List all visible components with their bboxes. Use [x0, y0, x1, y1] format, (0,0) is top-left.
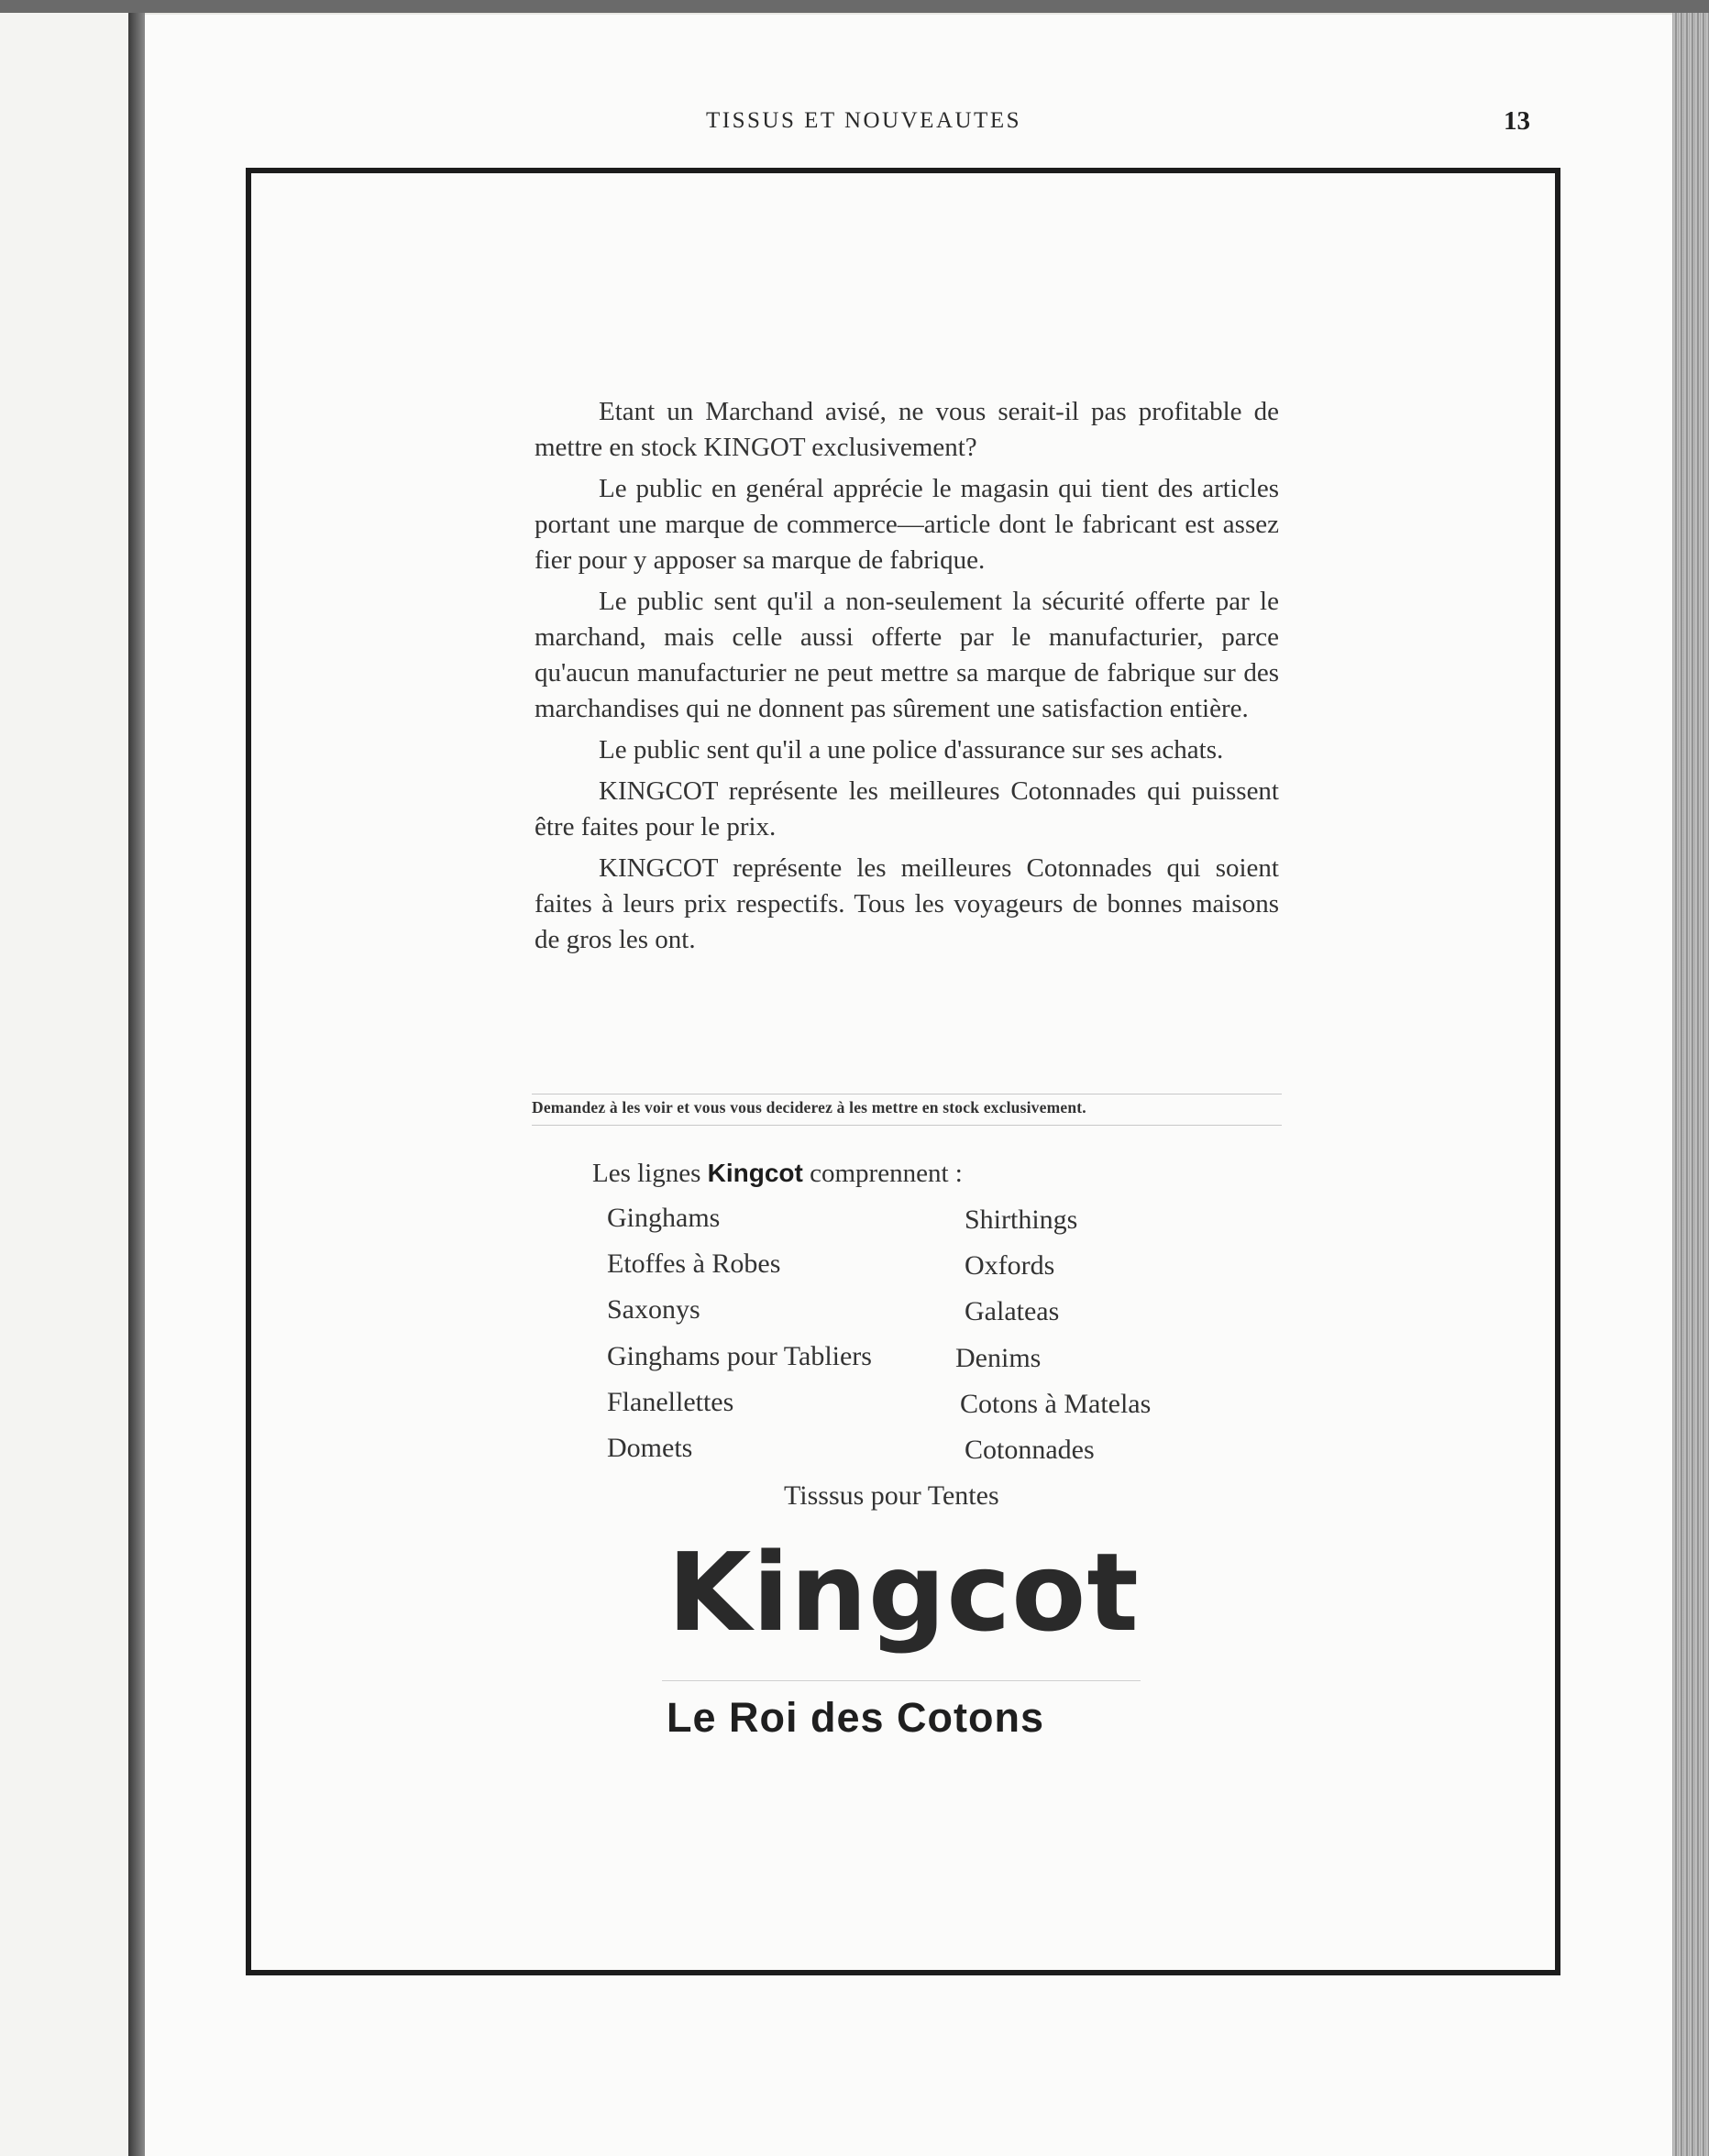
product-item: Saxonys	[607, 1294, 700, 1325]
product-item: Cotonnades	[965, 1435, 1095, 1465]
lines-intro-text: comprennent :	[802, 1159, 963, 1188]
ad-paragraph: Le public en genéral apprécie le magasin qui tient des articles portant une marque de commerce—article dont le fabricant est assez fier pour y apposer sa marque de fabrique.	[535, 474, 1279, 575]
ad-paragraph: Etant un Marchand avisé, ne vous serait-il pas profitable de mettre en stock KINGOT exclusivement?	[535, 397, 1279, 462]
product-item: Domets	[607, 1433, 693, 1463]
product-item: Etoffes à Robes	[607, 1248, 781, 1279]
ad-body-text	[535, 394, 1279, 963]
page-number: 13	[1504, 106, 1530, 136]
ad-paragraph: KINGCOT représente les meilleures Cotonnades qui puissent être faites pour le prix.	[535, 776, 1279, 842]
ad-paragraph: Le public sent qu'il a une police d'assurance sur ses achats.	[599, 735, 1224, 764]
product-item: Ginghams	[607, 1203, 721, 1233]
ad-paragraph: Le public sent qu'il a non-seulement la sécurité offerte par le marchand, mais celle aussi offerte par le manufacturier, parce qu'aucun manufacturier ne peut mettre sa marque de fabrique sur des marchandises qui ne donnent pas sûrement une satisfaction entière.	[535, 587, 1279, 723]
lines-intro-brand: Kingcot	[707, 1159, 803, 1187]
page-edges	[1672, 13, 1709, 2156]
call-to-action: Demandez à les voir et vous vous deciderez à les mettre en stock exclusivement.	[532, 1094, 1282, 1126]
product-item: Shirthings	[965, 1204, 1078, 1235]
product-item: Oxfords	[965, 1250, 1055, 1281]
product-lines-intro	[592, 1159, 963, 1189]
brand-tagline: Le Roi des Cotons	[667, 1694, 1045, 1741]
product-item: Ginghams pour Tabliers	[607, 1341, 872, 1371]
lines-intro-text: Les lignes	[592, 1159, 708, 1188]
ad-paragraph: KINGCOT représente les meilleures Cotonnades qui soient faites à leurs prix respectifs. Tous les voyageurs de bonnes maisons de gros les ont.	[535, 853, 1279, 954]
product-item: Galateas	[965, 1296, 1060, 1326]
product-item: Cotons à Matelas	[960, 1389, 1152, 1419]
product-item: Denims	[955, 1343, 1042, 1373]
brand-divider	[662, 1680, 1141, 1681]
brand-name: Kingcot	[667, 1529, 1140, 1656]
product-item: Tisssus pour Tentes	[784, 1480, 999, 1511]
running-head: TISSUS ET NOUVEAUTES	[706, 108, 1021, 133]
scan-top-edge	[0, 0, 1709, 13]
book-gutter	[128, 13, 145, 2156]
left-facing-page	[0, 13, 136, 2156]
product-item: Flanellettes	[607, 1387, 734, 1417]
